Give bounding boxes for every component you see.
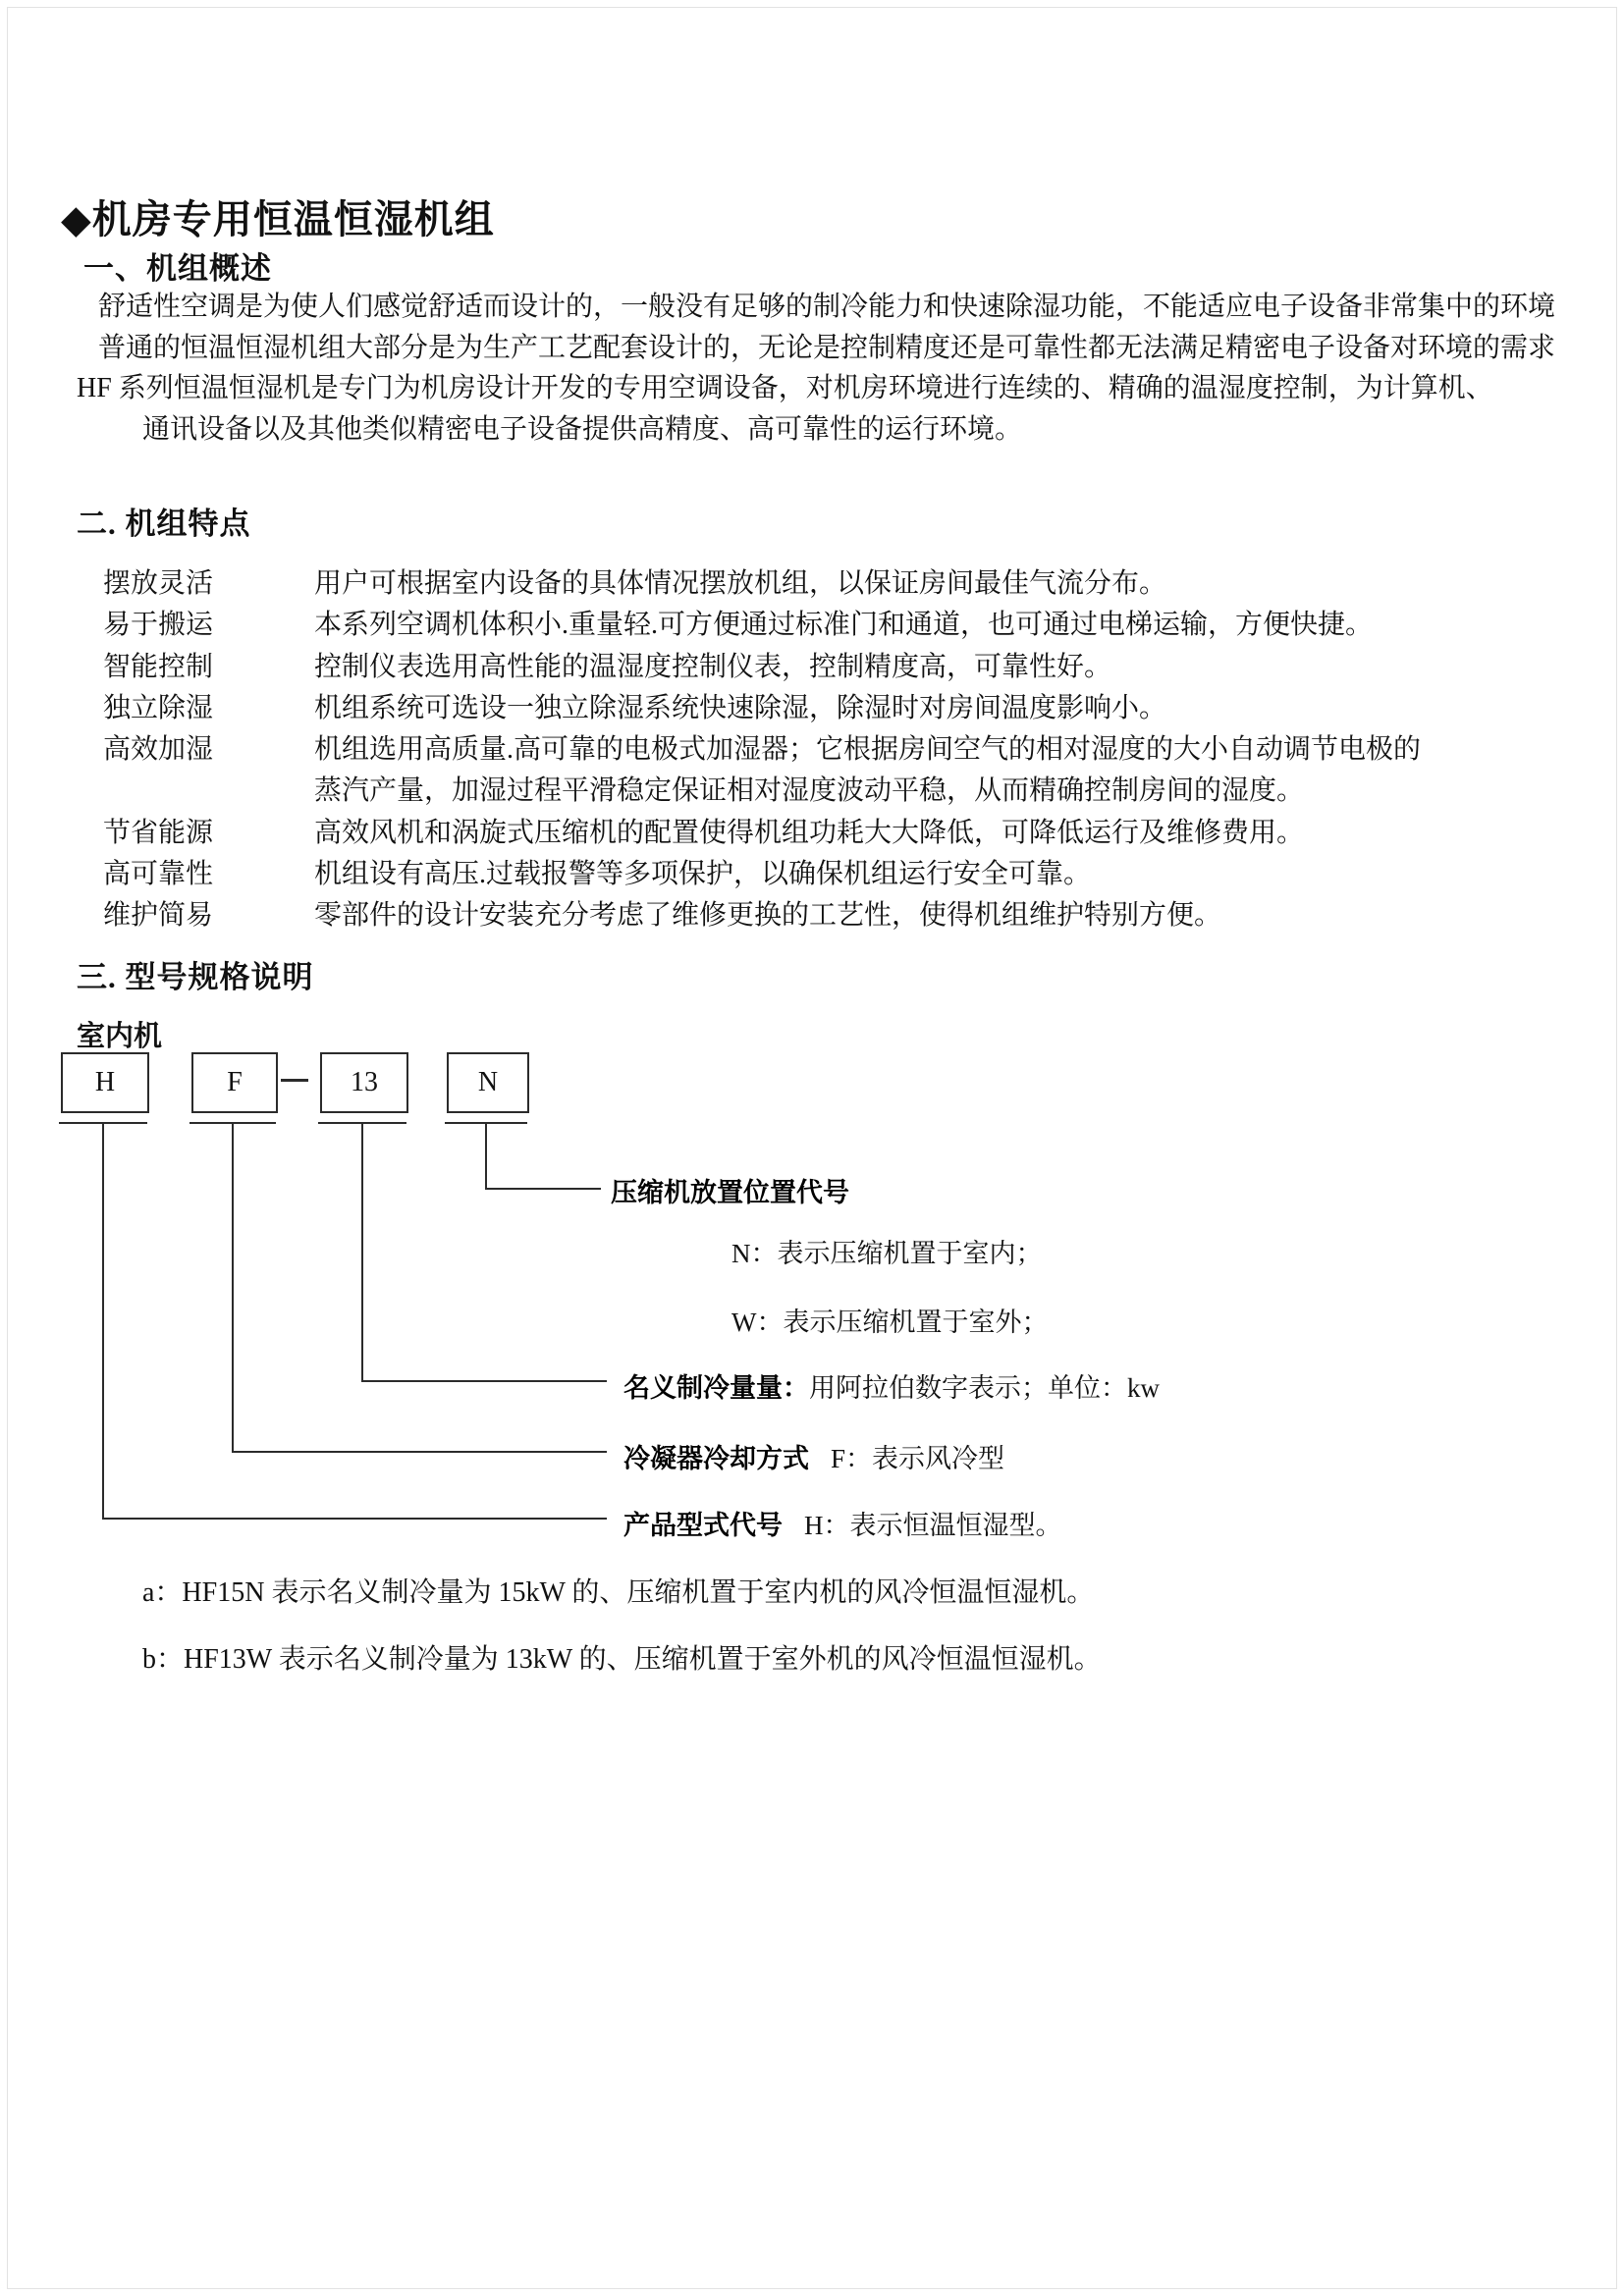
feature-row	[103, 811, 1304, 850]
model-box-f-text: F	[227, 1067, 243, 1097]
connector-f-vertical	[232, 1122, 234, 1453]
section-heading-model-spec: 三. 型号规格说明	[77, 960, 314, 994]
overview-line: HF 系列恒温恒湿机是专门为机房设计开发的专用空调设备，对机房环境进行连续的、精确的温湿度控制，为计算机、	[77, 373, 1493, 403]
feature-label: 高可靠性	[103, 859, 214, 889]
model-box-13	[320, 1052, 408, 1113]
product-type-detail: H：表示恒温恒湿型。	[804, 1511, 1062, 1540]
feature-desc: 机组系统可选设一独立除湿系统快速除湿，除湿时对房间温度影响小。	[314, 693, 1167, 723]
example-a: a：HF15N 表示名义制冷量为 15kW 的、压缩机置于室内机的风冷恒温恒湿机。	[142, 1577, 1095, 1608]
model-separator-dash	[281, 1079, 308, 1082]
feature-desc: 用户可根据室内设备的具体情况摆放机组，以保证房间最佳气流分布。	[314, 568, 1167, 599]
callout-condenser-type	[623, 1437, 1004, 1475]
compressor-option-indoor: N：表示压缩机置于室内；	[731, 1239, 1043, 1268]
feature-row	[103, 893, 1221, 933]
connector-h-vertical	[102, 1122, 104, 1520]
model-box-f	[191, 1052, 278, 1113]
connector-h-horizontal	[102, 1518, 607, 1520]
connector-n-horizontal	[485, 1188, 601, 1190]
feature-row	[103, 603, 1373, 642]
feature-label: 摆放灵活	[103, 568, 214, 599]
feature-desc: 机组设有高压.过载报警等多项保护，以确保机组运行安全可靠。	[314, 859, 1092, 889]
feature-row	[103, 686, 1166, 725]
callout-compressor-position: 压缩机放置位置代号	[611, 1178, 849, 1207]
callout-cooling-capacity	[623, 1366, 1160, 1405]
feature-label: 智能控制	[103, 652, 214, 682]
product-type-label: 产品型式代号	[623, 1511, 783, 1540]
model-box-13-text: 13	[351, 1067, 378, 1097]
feature-label: 独立除湿	[103, 693, 214, 723]
cooling-capacity-label: 名义制冷量量：	[623, 1373, 809, 1403]
feature-row	[103, 852, 1091, 891]
model-box-h	[61, 1052, 149, 1113]
feature-desc: 本系列空调机体积小.重量轻.可方便通过标准门和通道，也可通过电梯运输，方便快捷。	[314, 610, 1374, 640]
model-box-h-text: H	[94, 1067, 116, 1097]
overview-line: 普通的恒温恒湿机组大部分是为生产工艺配套设计的，无论是控制精度还是可靠性都无法满足精密电子设备对环境的需求	[98, 333, 1556, 363]
condenser-type-label: 冷凝器冷却方式	[623, 1444, 809, 1473]
feature-label: 易于搬运	[103, 610, 214, 640]
overview-line: 通讯设备以及其他类似精密电子设备提供高精度、高可靠性的运行环境。	[142, 414, 1023, 445]
feature-row	[103, 561, 1166, 601]
cooling-capacity-detail: 用阿拉伯数字表示；单位：kw	[809, 1373, 1160, 1403]
condenser-type-detail: F：表示风冷型	[831, 1444, 1005, 1473]
callout-product-type	[623, 1504, 1062, 1542]
page-title: ◆机房专用恒温恒湿机组	[61, 197, 495, 241]
example-b: b：HF13W 表示名义制冷量为 13kW 的、压缩机置于室外机的风冷恒温恒湿机。	[142, 1644, 1102, 1675]
feature-desc: 机组选用高质量.高可靠的电极式加湿器；它根据房间空气的相对湿度的大小自动调节电极的	[314, 734, 1422, 765]
connector-f-horizontal	[232, 1451, 607, 1453]
connector-13-horizontal	[361, 1380, 607, 1382]
feature-row	[103, 645, 1111, 684]
feature-desc: 零部件的设计安装充分考虑了维修更换的工艺性，使得机组维护特别方便。	[314, 900, 1222, 931]
compressor-option-outdoor: W：表示压缩机置于室外；	[731, 1308, 1049, 1337]
feature-label: 维护简易	[103, 900, 214, 931]
feature-desc-continued: 蒸汽产量，加湿过程平滑稳定保证相对湿度波动平稳，从而精确控制房间的湿度。	[314, 775, 1305, 806]
section-heading-features: 二. 机组特点	[77, 507, 251, 541]
connector-13-vertical	[361, 1122, 363, 1382]
model-box-n-text: N	[477, 1067, 499, 1097]
feature-row	[103, 727, 1421, 767]
overview-line: 舒适性空调是为使人们感觉舒适而设计的，一般没有足够的制冷能力和快速除湿功能，不能适应电子设备非常集中的环境	[98, 292, 1556, 322]
feature-desc: 高效风机和涡旋式压缩机的配置使得机组功耗大大降低，可降低运行及维修费用。	[314, 818, 1305, 848]
section-heading-overview: 一、机组概述	[83, 251, 272, 286]
connector-n-vertical	[485, 1122, 487, 1190]
feature-label: 高效加湿	[103, 734, 214, 765]
indoor-unit-label: 室内机	[77, 1021, 163, 1052]
feature-label: 节省能源	[103, 818, 214, 848]
model-box-n	[447, 1052, 529, 1113]
feature-desc: 控制仪表选用高性能的温湿度控制仪表，控制精度高，可靠性好。	[314, 652, 1112, 682]
